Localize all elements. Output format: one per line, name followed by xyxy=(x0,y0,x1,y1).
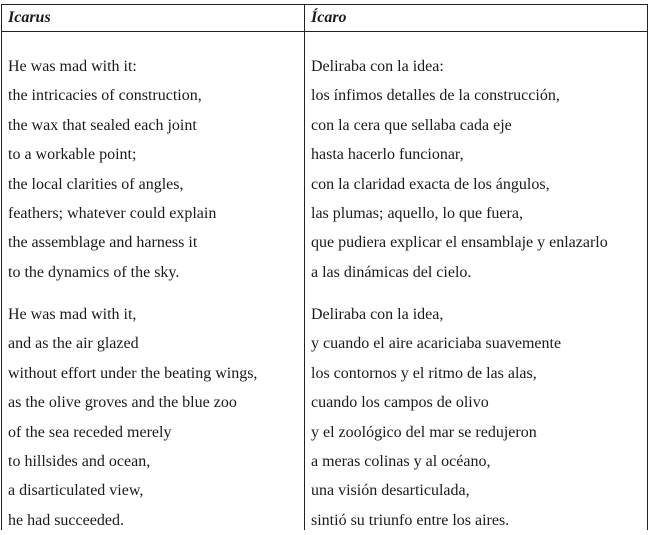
poem-line: las plumas; aquello, lo que fuera, xyxy=(311,204,523,222)
poem-line: he had succeeded. xyxy=(8,511,124,529)
english-stanza-2 xyxy=(8,300,257,535)
english-stanza-1 xyxy=(8,52,216,287)
spanish-title: Ícaro xyxy=(311,9,347,26)
poem-line: una visión desarticulada, xyxy=(311,482,470,500)
poem-line: cuando los campos de olivo xyxy=(311,394,489,412)
poem-line: as the olive groves and the blue zoo xyxy=(8,394,237,412)
column-divider xyxy=(304,5,305,530)
poem-line: without effort under the beating wings, xyxy=(8,364,258,382)
translation-table xyxy=(1,4,648,530)
poem-line: hasta hacerlo funcionar, xyxy=(311,146,464,164)
poem-line: con la cera que sellaba cada eje xyxy=(311,116,512,134)
poem-line: the intricacies of construction, xyxy=(8,87,202,105)
poem-line: y el zoológico del mar se redujeron xyxy=(311,423,537,441)
table-header-row xyxy=(2,5,647,32)
spanish-stanza-1 xyxy=(311,52,608,287)
poem-line: and as the air glazed xyxy=(8,335,139,353)
poem-line: y cuando el aire acariciaba suavemente xyxy=(311,335,562,353)
poem-line: Deliraba con la idea, xyxy=(311,306,444,323)
poem-line: He was mad with it: xyxy=(8,58,137,75)
poem-line: sintió su triunfo entre los aires. xyxy=(311,511,510,529)
poem-line: the local clarities of angles, xyxy=(8,175,184,193)
spanish-stanza-2 xyxy=(311,300,561,535)
poem-line: a las dinámicas del cielo. xyxy=(311,263,472,281)
poem-line: a disarticulated view, xyxy=(8,482,144,500)
poem-line: los ínfimos detalles de la construcción, xyxy=(311,87,560,105)
poem-line: to a workable point; xyxy=(8,146,137,164)
poem-line: He was mad with it, xyxy=(8,306,137,323)
poem-line: a meras colinas y al océano, xyxy=(311,452,491,470)
poem-line: feathers; whatever could explain xyxy=(8,204,217,222)
poem-line: the wax that sealed each joint xyxy=(8,116,197,134)
poem-line: los contornos y el ritmo de las alas, xyxy=(311,364,537,382)
poem-line: Deliraba con la idea: xyxy=(311,58,444,75)
poem-line: to the dynamics of the sky. xyxy=(8,263,180,281)
poem-line: of the sea receded merely xyxy=(8,423,172,441)
poem-line: the assemblage and harness it xyxy=(8,234,198,252)
poem-line: que pudiera explicar el ensamblaje y enlazarlo xyxy=(311,234,608,252)
english-title: Icarus xyxy=(8,9,51,26)
poem-line: con la claridad exacta de los ángulos, xyxy=(311,175,550,193)
poem-line: to hillsides and ocean, xyxy=(8,452,151,470)
